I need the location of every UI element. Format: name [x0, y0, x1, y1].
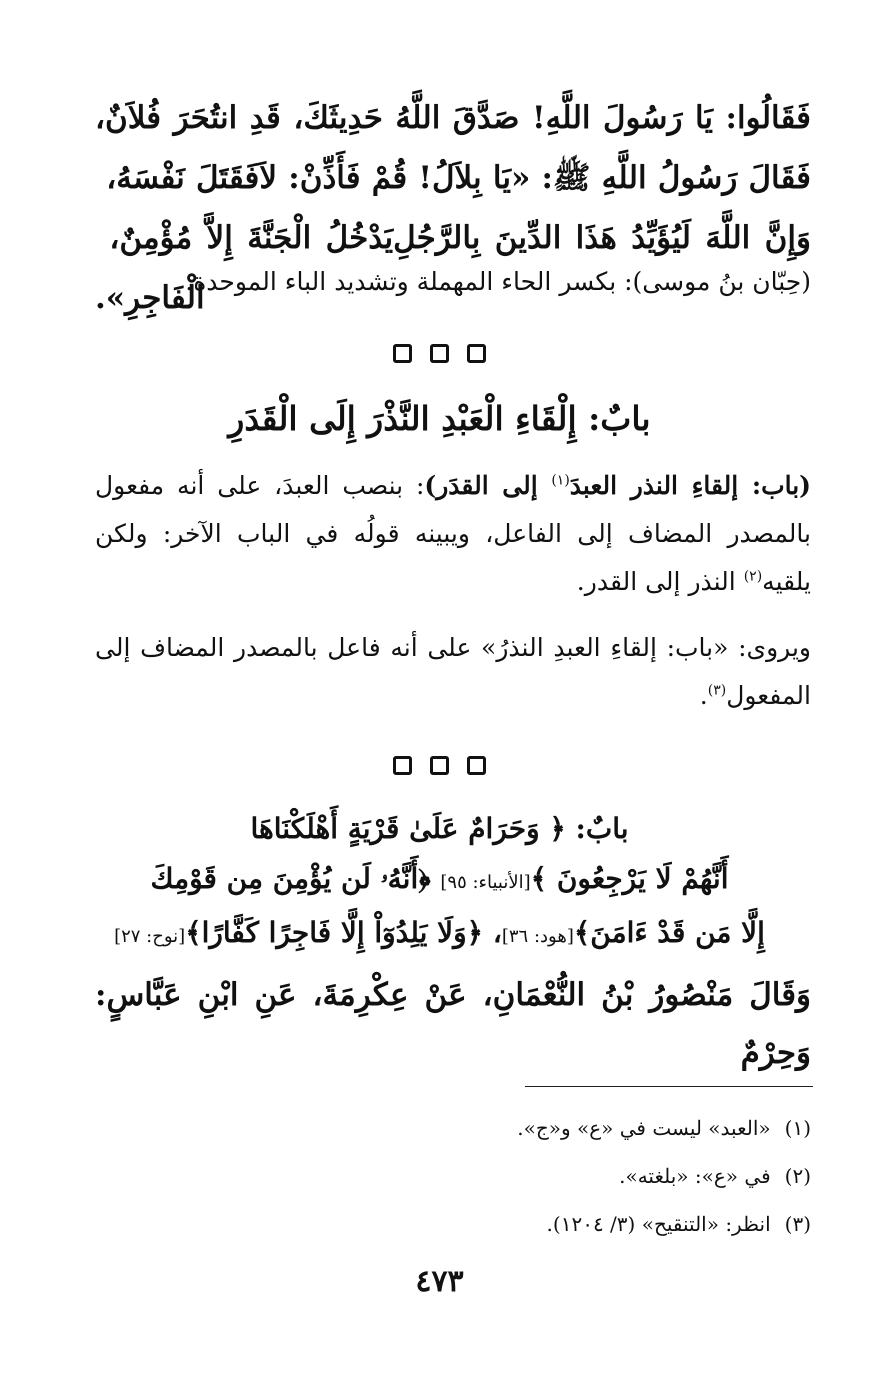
- square-ornament-icon: [393, 756, 412, 775]
- commentary-text-end: .: [699, 681, 708, 710]
- footnote-ref: (٣): [707, 682, 727, 699]
- verse-text: ، ﴿وَلَا يَلِدُوٓاْ إِلَّا فَاجِرًا كَفَّارًا﴾: [185, 916, 502, 949]
- hadith-line-3: وَإِنَّ اللَّهَ لَيُؤَيِّدُ هَذَا الدِّينَ بِالرَّجُلِ الْفَاجِرِ».: [95, 220, 811, 316]
- footnote-number: (٣): [784, 1212, 811, 1236]
- commentary-note: (حِبّان بنُ موسى): بكسر الحاء المهملة وتشديد الباء الموحدة.: [185, 267, 811, 296]
- chapter-title-quran: [68, 804, 811, 962]
- commentary-text: : بنصب العبدَ، على أنه مفعول بالمصدر المضاف إلى الفاعل، ويبينه قولُه في الباب الآخر: ولكن يلقيه: [95, 471, 811, 596]
- footnote-text: في «ع»: «بلغته».: [619, 1164, 771, 1188]
- title-line-2: [68, 854, 811, 908]
- footnote-ref: (١): [551, 472, 570, 489]
- footnote-text: انظر: «التنقيح» (٣/ ١٢٠٤).: [546, 1212, 771, 1236]
- verse-text: ﴿أَنَّهُۥ لَن يُؤْمِنَ مِن قَوْمِكَ: [150, 862, 441, 895]
- chapter-title: بابٌ: إِلْقَاءِ الْعَبْدِ النَّذْرَ إِلَى الْقَدَرِ: [228, 399, 651, 438]
- square-ornament-icon: [430, 344, 449, 363]
- verse-text: إِلَّا مَن قَدْ ءَامَنَ﴾: [573, 916, 765, 949]
- footnote-ref: (٢): [743, 568, 763, 585]
- footnotes: [91, 1104, 811, 1248]
- chapter-quote: (باب: إلقاءِ النذر العبدَ: [569, 471, 812, 500]
- verse-reference: [الأنبياء: ٩٥]: [440, 872, 531, 893]
- commentary-paragraph: [95, 462, 811, 606]
- footnote-text: «العبد» ليست في «ع» و«ج».: [517, 1116, 771, 1140]
- verse-reference: [هود: ٣٦]: [501, 926, 574, 947]
- square-ornament-icon: [467, 344, 486, 363]
- verse-text: أَنَّهُمْ لَا يَرْجِعُونَ ﴾: [530, 862, 729, 895]
- verse-reference: [نوح: ٢٧]: [114, 926, 186, 947]
- page-number: ٤٧٣: [415, 1264, 464, 1299]
- footnote-number: (١): [784, 1116, 811, 1140]
- square-ornament-icon: [430, 756, 449, 775]
- square-ornament-icon: [393, 344, 412, 363]
- commentary-paragraph: [95, 624, 811, 720]
- section-separator: [0, 344, 879, 363]
- title-line-1: بابٌ: ﴿ وَحَرَامٌ عَلَىٰ قَرْيَةٍ أَهْلَكْنَاهَا: [250, 812, 629, 845]
- commentary-text-end: النذر إلى القدر.: [576, 567, 744, 596]
- footnote-item: [91, 1152, 811, 1200]
- footnote-item: [91, 1200, 811, 1248]
- square-ornament-icon: [467, 756, 486, 775]
- footnote-divider: [525, 1086, 813, 1087]
- hadith-line-1: فَقَالُوا: يَا رَسُولَ اللَّهِ! صَدَّقَ اللَّهُ حَدِيثَكَ، قَدِ انتُحَرَ فُلاَنٌ، فَقَتَلَ نَفْسَهُ،: [95, 100, 811, 196]
- narration-line: وَقَالَ مَنْصُورُ بْنُ النُّعْمَانِ، عَنْ عِكْرِمَةَ، عَنِ ابْنِ عَبَّاسٍ: وَحِرْمٌ: [95, 977, 811, 1071]
- section-separator: [0, 756, 879, 775]
- title-line-3: [68, 908, 811, 962]
- footnote-item: [91, 1104, 811, 1152]
- commentary-text: ويروى: «باب: إلقاءِ العبدِ النذرُ» على أنه فاعل بالمصدر المضاف إلى المفعول: [95, 633, 811, 710]
- chapter-quote-end: إلى القدَر): [424, 471, 552, 500]
- hadith-line-2: فَقَالَ رَسُولُ اللَّهِ ﷺ: «يَا بِلاَلُ! قُمْ فَأَذِّنْ: لاَ يَدْخُلُ الْجَنَّةَ إِلاَّ مُؤْمِنٌ،: [95, 160, 811, 256]
- footnote-number: (٢): [784, 1164, 811, 1188]
